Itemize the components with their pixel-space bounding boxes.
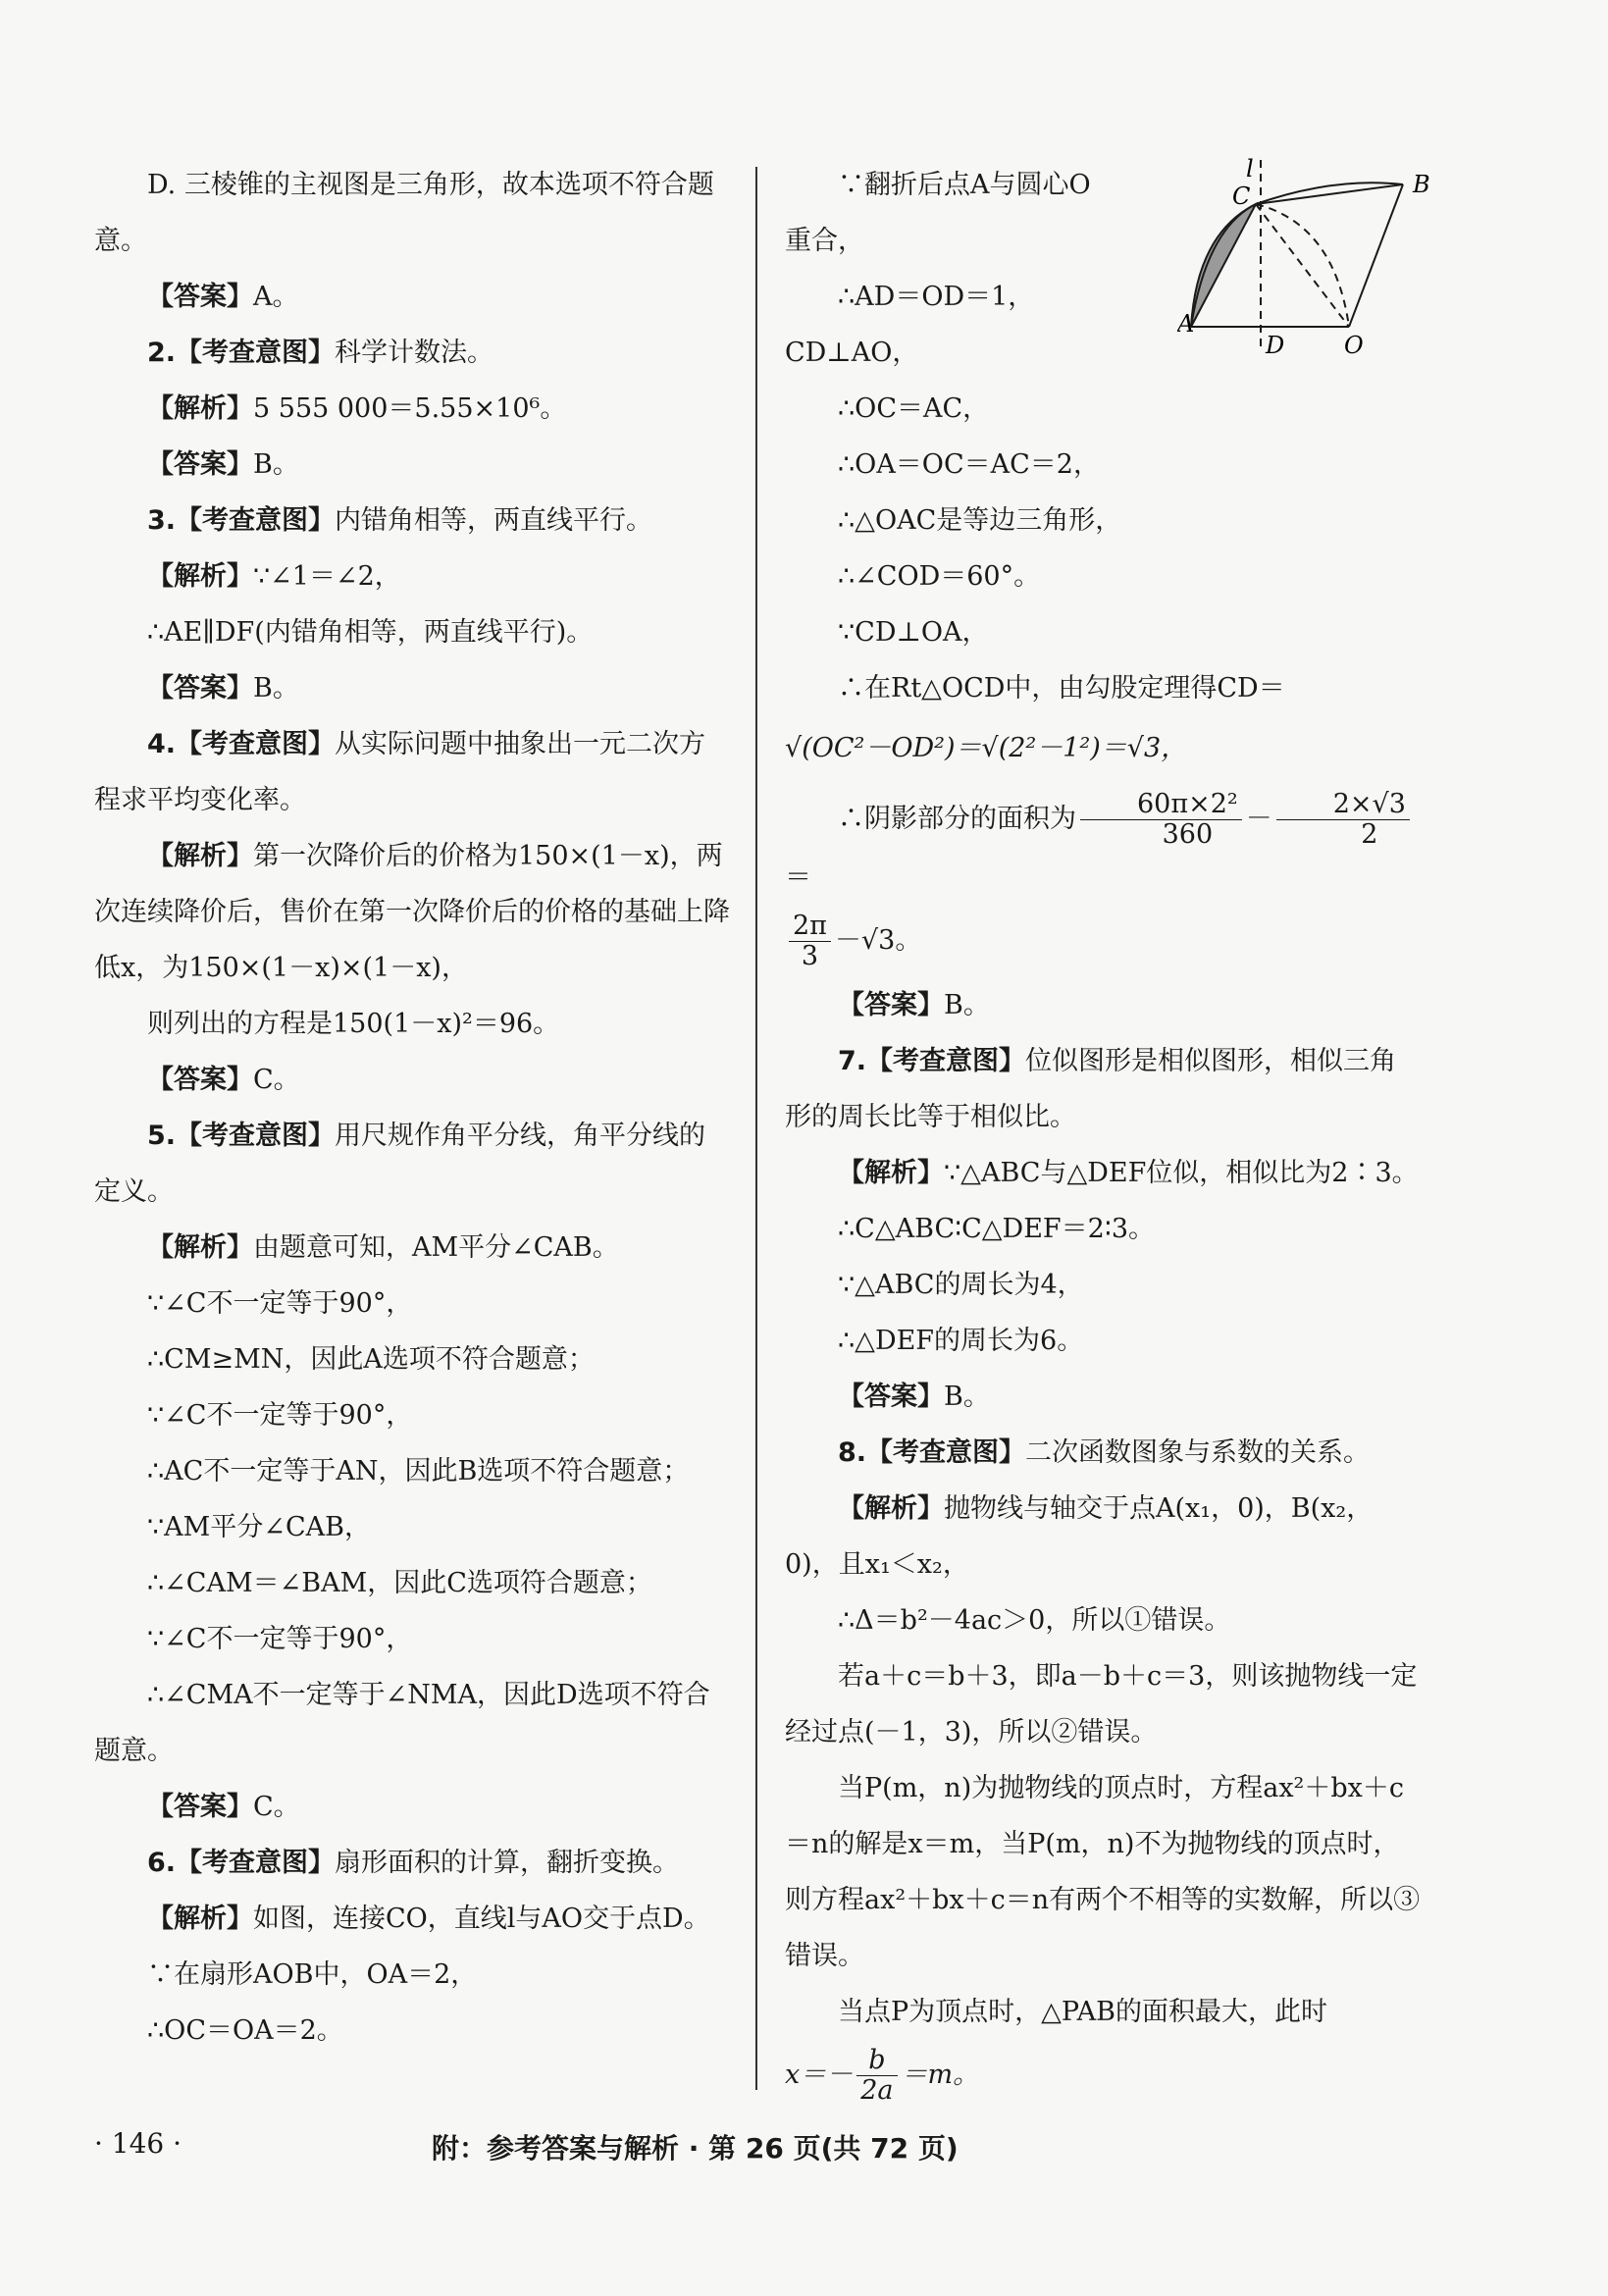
text-paragraph bbox=[785, 1313, 1421, 1369]
page-number: · 146 · bbox=[94, 2127, 182, 2160]
paragraph-text: ∴CM≥MN，因此A选项不符合题意； bbox=[147, 1344, 595, 1375]
answer-label: 【答案】 bbox=[147, 1792, 253, 1822]
purpose-paragraph bbox=[785, 1425, 1421, 1481]
text-paragraph bbox=[94, 1387, 730, 1443]
paragraph-text: D. 三棱锥的主视图是三角形，故本选项不符合题意。 bbox=[94, 170, 714, 256]
analysis-paragraph bbox=[785, 1145, 1421, 1201]
label-o: O bbox=[1344, 332, 1364, 359]
purpose-label: 【考查意图】 bbox=[176, 1848, 336, 1878]
text-paragraph bbox=[94, 604, 730, 660]
purpose-text: 内错角相等，两直线平行。 bbox=[335, 505, 653, 536]
text-line bbox=[785, 213, 1158, 269]
paragraph-text: 若a＋c＝b＋3，即a－b＋c＝3，则该抛物线一定经过点(－1，3)，所以②错误。 bbox=[785, 1661, 1418, 1748]
analysis-label: 【解析】 bbox=[147, 1904, 253, 1934]
purpose-paragraph bbox=[94, 1108, 730, 1220]
label-a: A bbox=[1177, 310, 1195, 338]
answer-text: B。 bbox=[944, 1382, 990, 1412]
purpose-text: 位似图形是相似图形，相似三角形的周长比等于相似比。 bbox=[785, 1046, 1397, 1132]
text-paragraph bbox=[785, 269, 1158, 381]
text-paragraph bbox=[785, 437, 1421, 493]
paragraph-text: ∴OC＝OA＝2。 bbox=[147, 2015, 343, 2046]
answer-label: 【答案】 bbox=[147, 673, 253, 704]
analysis-text: 如图，连接CO，直线l与AO交于点D。 bbox=[253, 1904, 710, 1934]
paragraph-text: ∴∠CAM＝∠BAM，因此C选项符合题意； bbox=[147, 1568, 652, 1598]
purpose-label: 【考查意图】 bbox=[176, 505, 336, 536]
right-column-bottom bbox=[785, 977, 1421, 2040]
question-number: 8. bbox=[838, 1437, 867, 1468]
paragraph-text: ∴C△ABC∶C△DEF＝2∶3。 bbox=[838, 1214, 1156, 1244]
answer-paragraph bbox=[94, 437, 730, 493]
paragraph-text: ∴AE∥DF(内错角相等，两直线平行)。 bbox=[147, 617, 594, 648]
area-line bbox=[785, 790, 1421, 906]
analysis-label: 【解析】 bbox=[838, 1493, 944, 1524]
paragraph-text: ∴∠COD＝60°。 bbox=[838, 561, 1041, 592]
area-fraction-2-numerator: 2×√3 bbox=[1276, 790, 1410, 820]
analysis-text: 第一次降价后的价格为150×(1－x)，两次连续降价后，售价在第一次降价后的价格的基础上降低x，为150×(1－x)×(1－x)， bbox=[94, 841, 730, 983]
shaded-region bbox=[1191, 204, 1256, 327]
answer-paragraph bbox=[785, 1369, 1421, 1425]
question-number: 2. bbox=[147, 338, 177, 368]
result-fraction bbox=[789, 912, 831, 971]
answer-label: 【答案】 bbox=[838, 990, 944, 1020]
area-minus: － bbox=[1245, 804, 1272, 834]
answer-text: B。 bbox=[253, 673, 299, 704]
purpose-paragraph bbox=[785, 1033, 1421, 1145]
answer-text: B。 bbox=[253, 449, 299, 480]
answer-label: 【答案】 bbox=[147, 1065, 253, 1095]
purpose-paragraph bbox=[94, 716, 730, 828]
analysis-paragraph bbox=[94, 548, 730, 604]
question-number: 4. bbox=[147, 729, 177, 759]
text-paragraph bbox=[785, 157, 1158, 213]
label-b: B bbox=[1413, 171, 1430, 198]
paragraph-text: ∴在Rt△OCD中，由勾股定理得CD＝ bbox=[838, 673, 1285, 704]
analysis-text: 5 555 000＝5.55×10⁶。 bbox=[253, 393, 567, 424]
result-line bbox=[785, 912, 1421, 971]
footer-title: 附：参考答案与解析 · 第 26 页(共 72 页) bbox=[432, 2132, 959, 2165]
paragraph-text: ∵∠C不一定等于90°， bbox=[147, 1288, 413, 1319]
purpose-paragraph bbox=[94, 325, 730, 381]
answer-paragraph bbox=[94, 1779, 730, 1835]
question-number: 7. bbox=[838, 1046, 867, 1076]
purpose-label: 【考查意图】 bbox=[176, 1121, 336, 1151]
answer-paragraph bbox=[785, 977, 1421, 1033]
text-paragraph bbox=[94, 1443, 730, 1499]
paragraph-text: ∴OA＝OC＝AC＝2， bbox=[838, 449, 1100, 480]
purpose-text: 科学计数法。 bbox=[335, 338, 494, 368]
analysis-text: ∵△ABC与△DEF位似，相似比为2∶3。 bbox=[944, 1158, 1419, 1188]
paragraph-text: ∵AM平分∠CAB， bbox=[147, 1512, 371, 1542]
paragraph-text: 当P(m，n)为抛物线的顶点时，方程ax²＋bx＋c＝n的解是x＝m，当P(m，n)不为抛物线的顶点时，则方程ax²＋bx＋c＝n有两个不相等的实数解，所以③错误。 bbox=[785, 1773, 1421, 1971]
analysis-text: 抛物线与轴交于点A(x₁，0)，B(x₂，0)，且x₁＜x₂， bbox=[785, 1493, 1374, 1580]
purpose-text: 用尺规作角平分线，角平分线的定义。 bbox=[94, 1121, 706, 1207]
text-paragraph bbox=[785, 1257, 1421, 1313]
analysis-paragraph bbox=[785, 1481, 1421, 1592]
answer-text: B。 bbox=[944, 990, 990, 1020]
text-paragraph bbox=[785, 660, 1421, 716]
left-column bbox=[94, 157, 730, 2059]
label-c: C bbox=[1232, 183, 1251, 210]
vertex-line bbox=[785, 2046, 1421, 2106]
paragraph-text: 则列出的方程是150(1－x)²＝96。 bbox=[147, 1009, 560, 1039]
segment-co bbox=[1256, 204, 1349, 327]
text-paragraph bbox=[785, 604, 1421, 660]
paragraph-text: ∵∠C不一定等于90°， bbox=[147, 1400, 413, 1431]
answer-label: 【答案】 bbox=[147, 282, 253, 312]
analysis-paragraph bbox=[94, 381, 730, 437]
sector-figure bbox=[1177, 155, 1452, 381]
paragraph-text: ∵∠C不一定等于90°， bbox=[147, 1624, 413, 1654]
vertex-prefix: x＝－ bbox=[785, 2060, 854, 2090]
text-paragraph bbox=[94, 1667, 730, 1779]
analysis-label: 【解析】 bbox=[147, 561, 253, 592]
area-fraction-2-denominator: 2 bbox=[1361, 819, 1378, 850]
vertex-suffix: ＝m。 bbox=[901, 2060, 980, 2090]
text-paragraph bbox=[785, 548, 1421, 604]
area-fraction-1-numerator: 60π×2² bbox=[1080, 790, 1242, 820]
text-paragraph bbox=[94, 1947, 730, 2003]
paragraph-text: 当点P为顶点时，△PAB的面积最大，此时 bbox=[838, 1997, 1327, 2027]
paragraph-text: ∴AD＝OD＝1，CD⊥AO， bbox=[785, 282, 1035, 368]
paragraph-text: ∴∠CMA不一定等于∠NMA，因此D选项不符合题意。 bbox=[94, 1680, 710, 1766]
question-number: 3. bbox=[147, 505, 177, 536]
line-text: 重合， bbox=[785, 226, 864, 256]
text-paragraph bbox=[94, 1331, 730, 1387]
analysis-paragraph bbox=[94, 1220, 730, 1276]
text-paragraph bbox=[785, 1592, 1421, 1648]
result-fraction-denominator: 3 bbox=[801, 941, 819, 971]
paragraph-text: ∵翻折后点A与圆心O bbox=[838, 170, 1091, 200]
text-paragraph bbox=[94, 996, 730, 1052]
paragraph-text: ∵△ABC的周长为4， bbox=[838, 1270, 1084, 1300]
analysis-paragraph bbox=[94, 1891, 730, 1947]
purpose-paragraph bbox=[94, 1835, 730, 1891]
answer-label: 【答案】 bbox=[838, 1382, 944, 1412]
area-prefix: ∴阴影部分的面积为 bbox=[838, 804, 1076, 834]
text-paragraph bbox=[94, 157, 730, 269]
answer-label: 【答案】 bbox=[147, 449, 253, 480]
vertex-fraction-denominator: 2a bbox=[860, 2075, 894, 2106]
segment-bo bbox=[1349, 184, 1403, 327]
purpose-label: 【考查意图】 bbox=[866, 1437, 1026, 1468]
purpose-label: 【考查意图】 bbox=[176, 729, 336, 759]
question-number: 5. bbox=[147, 1121, 177, 1151]
sqrt-expression: √(OC²－OD²)＝√(2²－1²)＝√3， bbox=[785, 733, 1188, 763]
label-l: l bbox=[1246, 155, 1254, 183]
paragraph-text: ∵CD⊥OA， bbox=[838, 617, 989, 648]
analysis-label: 【解析】 bbox=[147, 393, 253, 424]
text-paragraph bbox=[94, 1555, 730, 1611]
answer-paragraph bbox=[94, 1052, 730, 1108]
arc-cb bbox=[1256, 184, 1403, 204]
answer-paragraph bbox=[94, 269, 730, 325]
text-paragraph bbox=[785, 381, 1158, 437]
answer-text: C。 bbox=[253, 1792, 300, 1822]
paragraph-text: ∴△DEF的周长为6。 bbox=[838, 1326, 1084, 1356]
area-fraction-2 bbox=[1276, 790, 1410, 850]
vertex-fraction bbox=[856, 2046, 897, 2106]
area-equals: ＝ bbox=[785, 862, 811, 893]
sqrt-line bbox=[785, 720, 1421, 776]
text-paragraph bbox=[94, 1276, 730, 1331]
text-paragraph bbox=[94, 1611, 730, 1667]
purpose-text: 二次函数图象与系数的关系。 bbox=[1025, 1437, 1371, 1468]
purpose-label: 【考查意图】 bbox=[866, 1046, 1026, 1076]
paragraph-text: ∴OC＝AC， bbox=[838, 393, 990, 424]
analysis-text: ∵∠1＝∠2， bbox=[253, 561, 401, 592]
area-fraction-1-denominator: 360 bbox=[1162, 819, 1214, 850]
right-column bbox=[785, 157, 1421, 2106]
page-footer bbox=[0, 2127, 1608, 2176]
column-divider bbox=[755, 167, 757, 2090]
analysis-label: 【解析】 bbox=[838, 1158, 944, 1188]
text-paragraph bbox=[785, 1984, 1421, 2040]
label-d: D bbox=[1266, 332, 1285, 359]
analysis-text: 由题意可知，AM平分∠CAB。 bbox=[253, 1232, 619, 1263]
purpose-label: 【考查意图】 bbox=[176, 338, 336, 368]
answer-text: A。 bbox=[253, 282, 299, 312]
purpose-text: 从实际问题中抽象出一元二次方程求平均变化率。 bbox=[94, 729, 706, 815]
paragraph-text: ∴Δ＝b²－4ac＞0，所以①错误。 bbox=[838, 1605, 1231, 1636]
paragraph-text: ∴△OAC是等边三角形， bbox=[838, 505, 1122, 536]
text-paragraph bbox=[785, 1648, 1421, 1760]
text-paragraph bbox=[785, 1201, 1421, 1257]
answer-text: C。 bbox=[253, 1065, 300, 1095]
text-paragraph bbox=[94, 2003, 730, 2059]
analysis-paragraph bbox=[94, 828, 730, 996]
paragraph-text: ∴AC不一定等于AN，因此B选项不符合题意； bbox=[147, 1456, 690, 1487]
text-paragraph bbox=[785, 1760, 1421, 1984]
purpose-paragraph bbox=[94, 493, 730, 548]
answer-paragraph bbox=[94, 660, 730, 716]
paragraph-text: ∵在扇形AOB中，OA＝2， bbox=[147, 1959, 478, 1990]
purpose-text: 扇形面积的计算，翻折变换。 bbox=[335, 1848, 680, 1878]
analysis-label: 【解析】 bbox=[147, 841, 253, 871]
question-number: 6. bbox=[147, 1848, 177, 1878]
area-fraction-1 bbox=[1080, 790, 1242, 850]
analysis-label: 【解析】 bbox=[147, 1232, 253, 1263]
result-fraction-numerator: 2π bbox=[789, 912, 831, 942]
vertex-fraction-numerator: b bbox=[856, 2046, 897, 2076]
text-paragraph bbox=[785, 493, 1421, 548]
text-paragraph bbox=[94, 1499, 730, 1555]
result-rest: －√3。 bbox=[834, 925, 922, 956]
